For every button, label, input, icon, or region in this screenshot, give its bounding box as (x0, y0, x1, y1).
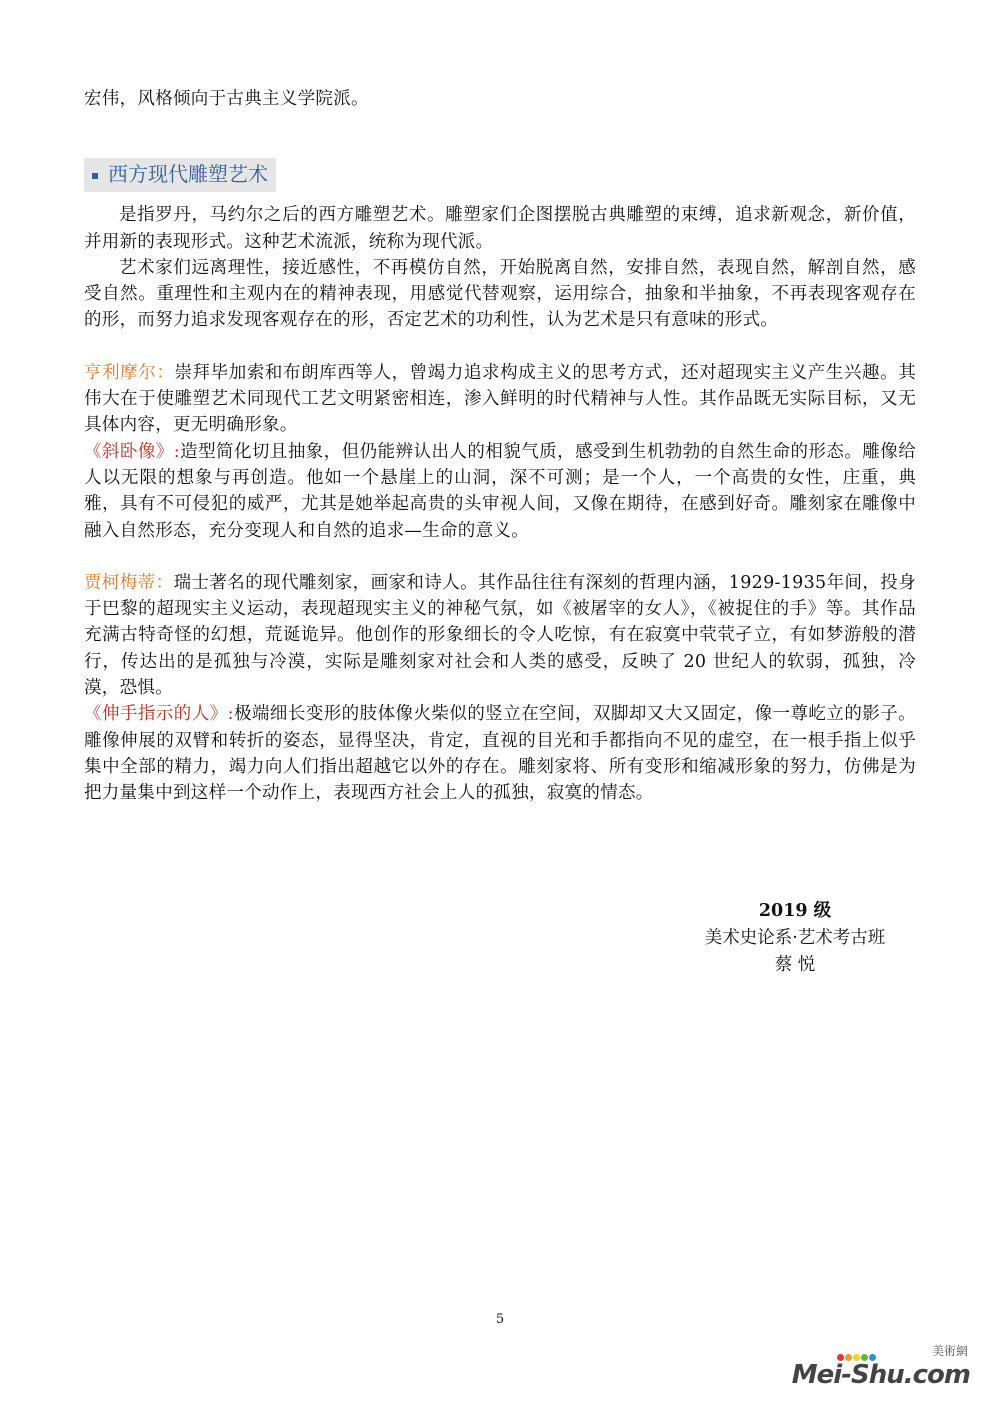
document-body (84, 86, 916, 807)
top-line: 宏伟，风格倾向于古典主义学院派。 (84, 89, 369, 109)
giacometti-name: 贾柯梅蒂： (84, 572, 174, 593)
moore-paragraph (84, 360, 916, 439)
watermark-logo (789, 1342, 974, 1392)
signature-department: 美术史论系·艺术考古班 (704, 928, 886, 948)
moore-text: 崇拜毕加索和布朗库西等人，曾竭力追求构成主义的思考方式，还对超现实主义产生兴趣。其伟大在于使雕塑艺术同现代工艺文明紧密相连，渗入鲜明的时代精神与人性。其作品既无实际目标，又无具体内容，更无明确形象。 (84, 362, 917, 436)
giacometti-text: 瑞士著名的现代雕刻家，画家和诗人。其作品往往有深刻的哲理内涵，1929-1935年间，投身于巴黎的超现实主义运动，表现超现实主义的神秘气氛，如《被屠宰的女人》，《被捉住的手》等。其作品充满古特奇怪的幻想，荒诞诡异。他创作的形象细长的令人吃惊，有在寂寞中茕茕孑立，有如梦游般的潜行，传达出的是孤独与冷漠，实际是雕刻家对社会和人类的感受，反映了 20 世纪人的软弱，孤独，冷漠，恐惧。 (84, 572, 917, 699)
signature-block (680, 898, 910, 979)
section-title: 西方现代雕塑艺术 (108, 162, 268, 187)
giacometti-paragraph (84, 570, 916, 701)
moore-work-paragraph (84, 439, 916, 544)
watermark-cn: 美術網 (931, 1344, 968, 1358)
giacometti-work-paragraph (84, 701, 916, 806)
intro-paragraph-2: 艺术家们远离理性，接近感性，不再模仿自然，开始脱离自然，安排自然，表现自然，解剖自然，感受自然。重理性和主观内在的精神表现，用感觉代替观察，运用综合，抽象和半抽象，不再表现客观存在的形，而努力追求发现客观存在的形，否定艺术的功利性，认为艺术是只有意味的形式。 (84, 257, 916, 331)
giacometti-work-title: 《伸手指示的人》: (84, 704, 234, 725)
section-heading (84, 158, 276, 192)
page-number: 5 (495, 1312, 505, 1327)
signature-author: 蔡 悦 (774, 955, 816, 975)
moore-work-text: 造型简化切且抽象，但仍能辨认出人的相貌气质，感受到生机勃勃的自然生命的形态。雕像给人以无限的想象与再创造。他如一个悬崖上的山洞，深不可测；是一个人，一个高贵的女性，庄重，典雅，具有不可侵犯的威严，尤其是她举起高贵的头审视人间，又像在期待，在感到好奇。雕刻家在雕像中融入自然形态，充分变现人和自然的追求—生命的意义。 (84, 441, 917, 541)
square-bullet-icon (92, 173, 98, 179)
signature-year: 2019 级 (758, 901, 832, 921)
intro-paragraph-1: 是指罗丹，马约尔之后的西方雕塑艺术。雕塑家们企图摆脱古典雕塑的束缚，追求新观念，新价值，并用新的表现形式。这种艺术流派，统称为现代派。 (84, 205, 916, 252)
watermark-en: Mei-Shu.com (791, 1360, 970, 1390)
giacometti-work-text: 极端细长变形的肢体像火柴似的竖立在空间，双脚却又大又固定，像一尊屹立的影子。雕像伸展的双臂和转折的姿态，显得坚决，肯定，直视的目光和手都指向不见的虚空，在一根手指上似乎集中全部的精力，竭力向人们指出超越它以外的存在。雕刻家将、所有变形和缩减形象的努力，仿佛是为把力量集中到这样一个动作上，表现西方社会上人的孤独，寂寞的情态。 (84, 704, 916, 804)
moore-work-title: 《斜卧像》: (84, 441, 180, 462)
moore-name: 亨利摩尔： (84, 362, 175, 383)
